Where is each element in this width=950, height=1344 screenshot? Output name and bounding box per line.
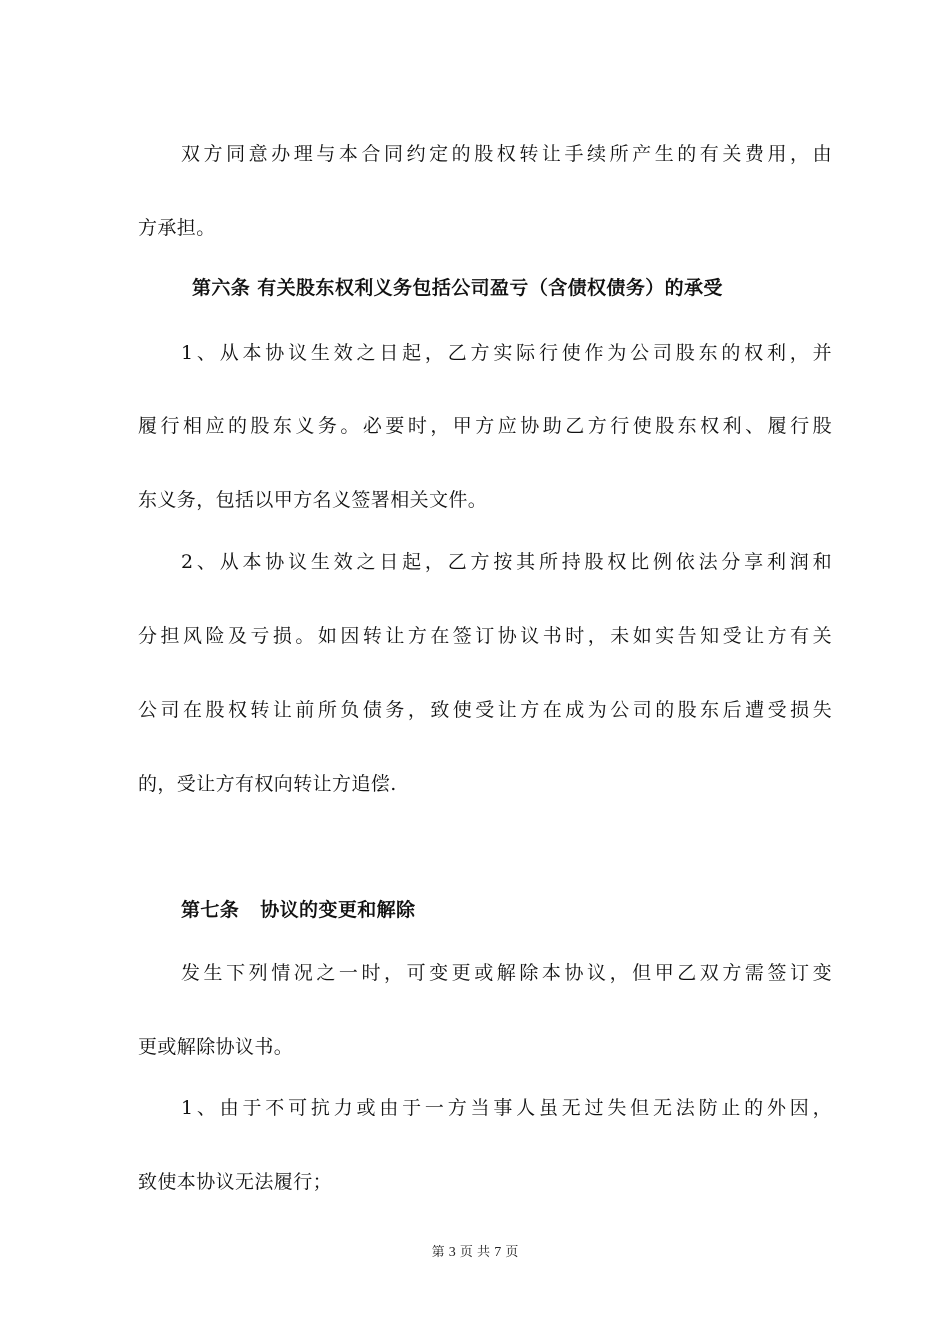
paragraph-profit-line-4: 的，受让方有权向转让方追偿. (138, 773, 397, 795)
paragraph-force-majeure-line-2: 致使本协议无法履行； (138, 1171, 333, 1193)
paragraph-fees-line-2: 方承担。 (138, 217, 216, 239)
article-seven-heading: 第七条 协议的变更和解除 (181, 899, 416, 921)
paragraph-rights-line-3: 东义务，包括以甲方名义签署相关文件。 (138, 489, 488, 511)
footer-suffix: 页 (505, 1245, 519, 1260)
footer-middle: 页 共 (459, 1245, 491, 1260)
paragraph-profit-line-1: 2、从本协议生效之日起，乙方按其所持股权比例依法分享利润和 (181, 551, 832, 573)
footer-prefix: 第 (431, 1245, 445, 1260)
page-footer (0, 1244, 950, 1262)
paragraph-change-line-1: 发生下列情况之一时，可变更或解除本协议，但甲乙双方需签订变 (181, 962, 832, 984)
paragraph-rights-line-2: 履行相应的股东义务。必要时，甲方应协助乙方行使股东权利、履行股 (138, 415, 832, 437)
footer-total-pages: 7 (494, 1245, 502, 1260)
paragraph-force-majeure-line-1: 1、由于不可抗力或由于一方当事人虽无过失但无法防止的外因， (181, 1097, 832, 1119)
paragraph-profit-line-3: 公司在股权转让前所负债务，致使受让方在成为公司的股东后遭受损失 (138, 699, 832, 721)
article-six-heading: 第六条 有关股东权利义务包括公司盈亏（含债权债务）的承受 (192, 277, 723, 299)
paragraph-fees-line-1: 双方同意办理与本合同约定的股权转让手续所产生的有关费用，由 (181, 143, 832, 165)
paragraph-rights-line-1: 1、从本协议生效之日起，乙方实际行使作为公司股东的权利，并 (181, 342, 832, 364)
footer-current-page: 3 (448, 1245, 456, 1260)
paragraph-profit-line-2: 分担风险及亏损。如因转让方在签订协议书时，未如实告知受让方有关 (138, 625, 832, 647)
paragraph-change-line-2: 更或解除协议书。 (138, 1036, 294, 1058)
